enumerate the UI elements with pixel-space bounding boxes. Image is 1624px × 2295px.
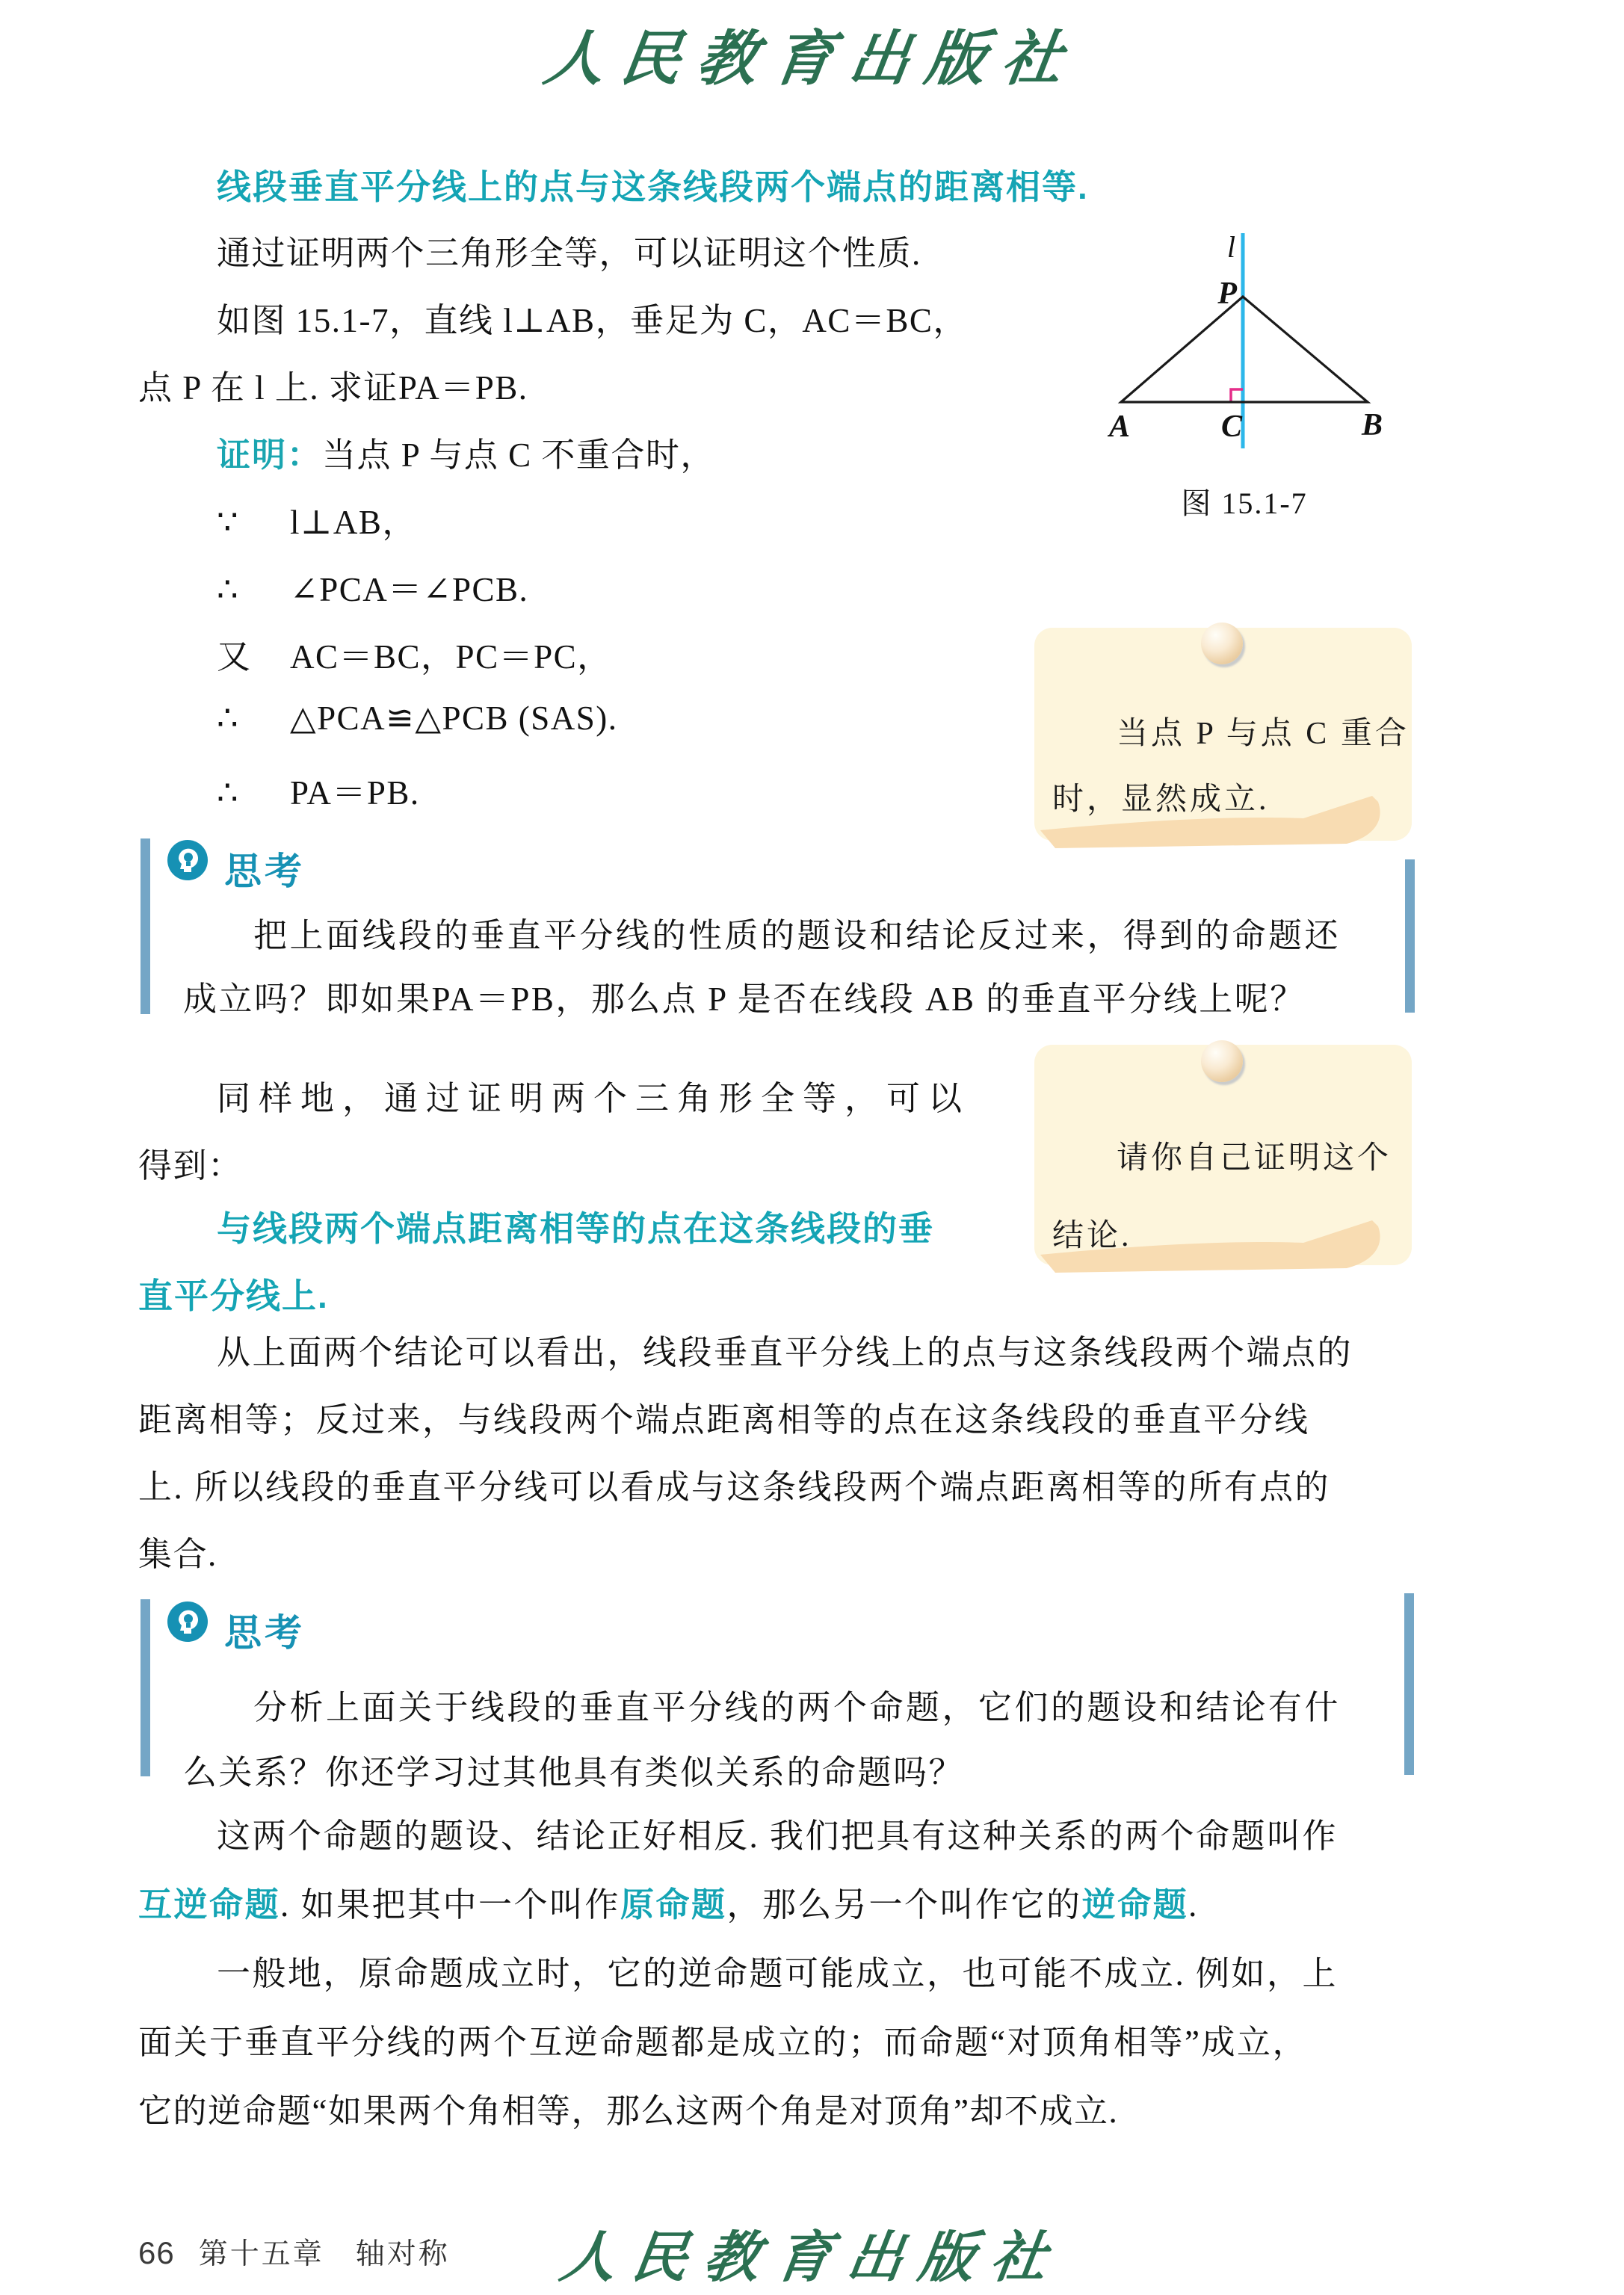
think2-line1: 分析上面关于线段的垂直平分线的两个命题，它们的题设和结论有什 [253,1689,1342,1726]
think1-title: 思考 [224,850,305,892]
paragraph5-line2: 面关于垂直平分线的两个互逆命题都是成立的；而命题“对顶角相等”成立， [138,2024,1308,2061]
think-bulb-icon [167,1601,209,1643]
paragraph3-line2: 距离相等；反过来，与线段两个端点距离相等的点在这条线段的垂直平分线 [138,1401,1310,1439]
note2-line1: 请你自己证明这个 [1117,1141,1392,1176]
label-l: l [1226,230,1235,264]
label-C: C [1221,410,1243,444]
paragraph4-text: ，那么另一个叫作它的 [726,1886,1082,1924]
term-converse-proposition: 逆命题 [1081,1885,1189,1924]
margin-note-2 [1034,1045,1412,1265]
perpendicular-bisector-figure [1084,223,1472,456]
label-A: A [1109,410,1131,444]
paragraph5-line3: 它的逆命题“如果两个角相等，那么这两个角是对顶角”却不成立. [138,2092,1119,2130]
label-B: B [1362,408,1383,442]
think1-right-bar [1405,859,1415,1013]
publisher-logo-bottom: 人民教育出版社 [555,2228,1067,2289]
paragraph2-line2: 得到： [138,1147,243,1184]
paragraph1-line3: 点 P 在 l 上. 求证PA＝PB. [138,369,528,407]
think2-title: 思考 [224,1612,305,1654]
paragraph5-line1: 一般地，原命题成立时，它的逆命题可能成立，也可能不成立. 例如，上 [217,1955,1339,1992]
think1-left-bar [141,838,150,1014]
think-bulb-icon [167,839,209,881]
therefore-symbol: ∴ [217,571,238,608]
paragraph4-text: . [1188,1886,1199,1924]
note2-line2: 结论. [1052,1219,1132,1253]
paragraph4-line1: 这两个命题的题设、结论正好相反. 我们把具有这种关系的两个命题叫作 [217,1817,1339,1855]
figure-caption: 图 15.1-7 [1181,487,1308,520]
proof-line-2 [217,562,528,611]
therefore-symbol: ∴ [217,774,238,812]
proof-line-4-text: △PCA≌△PCB (SAS). [290,699,618,737]
paragraph4-text: . 如果把其中一个叫作 [280,1886,621,1924]
property-statement-heading: 线段垂直平分线上的点与这条线段两个端点的距离相等. [217,167,1089,206]
paragraph1-line1: 通过证明两个三角形全等，可以证明这个性质. [217,235,921,272]
page-number: 66 [138,2235,175,2270]
paragraph2-line1: 同样地，通过证明两个三角形全等，可以 [217,1080,971,1117]
converse-statement-line1: 与线段两个端点距离相等的点在这条线段的垂 [217,1209,934,1248]
proof-line-3 [217,629,612,678]
therefore-symbol: ∴ [217,699,238,737]
pin-pearl-icon [1201,1040,1243,1082]
note1-line1: 当点 P 与点 C 重合 [1117,717,1410,751]
proof-label: 证明： [217,436,323,474]
proof-intro-text: 当点 P 与点 C 不重合时， [322,436,715,474]
think2-line2: 么关系？你还学习过其他具有类似关系的命题吗？ [183,1754,965,1791]
term-inverse-propositions: 互逆命题 [138,1885,281,1924]
think2-right-bar [1404,1593,1414,1775]
publisher-logo-top: 人民教育出版社 [540,27,1083,93]
page-footer [138,2231,450,2273]
paragraph1-line2: 如图 15.1-7，直线 l⊥AB，垂足为 C，AC＝BC， [217,302,968,339]
think1-line1: 把上面线段的垂直平分线的性质的题设和结论反过来，得到的命题还 [253,917,1342,954]
margin-note-1 [1034,628,1412,841]
proof-line-3-text: AC＝BC，PC＝PC， [290,638,612,676]
proof-line-4 [217,698,618,738]
note1-line2: 时，显然成立. [1052,782,1270,817]
proof-line-1 [217,495,417,543]
paragraph4-line2 [138,1877,1199,1926]
because-symbol: ∵ [217,504,238,541]
proof-intro-line [217,427,715,476]
paragraph3-line4: 集合. [138,1536,217,1573]
proof-line-5 [217,765,420,814]
pin-pearl-icon [1201,623,1243,664]
also-symbol: 又 [217,638,251,676]
paragraph3-line3: 上. 所以线段的垂直平分线可以看成与这条线段两个端点距离相等的所有点的 [138,1468,1331,1506]
think1-line2: 成立吗？即如果PA＝PB，那么点 P 是否在线段 AB 的垂直平分线上呢？ [183,980,1306,1018]
paragraph3-line1: 从上面两个结论可以看出，线段垂直平分线上的点与这条线段两个端点的 [217,1334,1353,1371]
proof-line-1-text: l⊥AB， [290,504,417,541]
label-P: P [1217,277,1237,311]
think2-left-bar [141,1599,150,1776]
proof-line-5-text: PA＝PB. [290,774,420,812]
converse-statement-line2: 直平分线上. [138,1276,329,1315]
chapter-title: 第十五章 轴对称 [198,2238,450,2270]
term-original-proposition: 原命题 [620,1885,727,1924]
proof-line-2-text: ∠PCA＝∠PCB. [290,571,529,608]
